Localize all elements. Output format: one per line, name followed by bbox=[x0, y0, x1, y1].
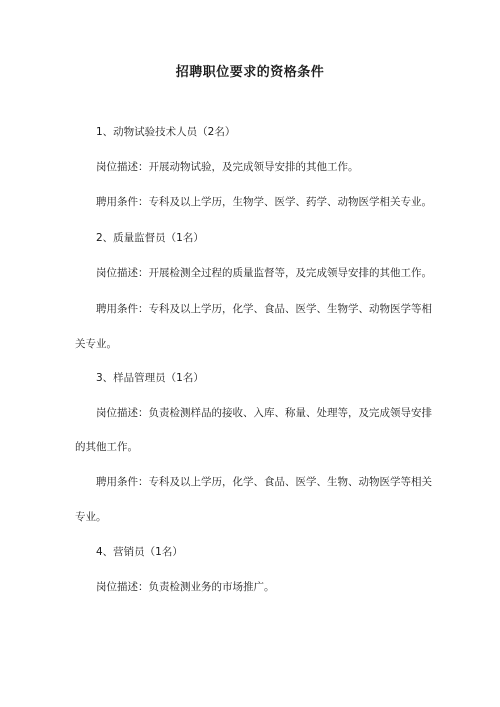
paragraph-line: 聘用条件：专科及以上学历，化学、食品、医学、生物学、动物医学等相 bbox=[96, 303, 432, 315]
paragraph-line: 聘用条件：专科及以上学历，生物学、医学、药学、动物医学相关专业。 bbox=[96, 196, 432, 208]
paragraph-line: 关专业。 bbox=[75, 338, 117, 350]
paragraph-line: 专业。 bbox=[75, 511, 107, 523]
paragraph-line: 岗位描述：开展检测全过程的质量监督等，及完成领导安排的其他工作。 bbox=[96, 267, 432, 279]
section-heading: 1、动物试验技术人员（2名） bbox=[96, 126, 236, 138]
section-heading: 4、营销员（1名） bbox=[96, 546, 183, 558]
paragraph-line: 岗位描述：开展动物试验，及完成领导安排的其他工作。 bbox=[96, 161, 359, 173]
paragraph-line: 的其他工作。 bbox=[75, 441, 138, 453]
section-heading: 3、样品管理员（1名） bbox=[96, 372, 204, 384]
paragraph-line: 聘用条件：专科及以上学历，化学、食品、医学、生物、动物医学等相关 bbox=[96, 476, 432, 488]
section-heading: 2、质量监督员（1名） bbox=[96, 232, 204, 244]
page-title: 招聘职位要求的资格条件 bbox=[175, 65, 325, 80]
paragraph-line: 岗位描述：负责检测样品的接收、入库、称量、处理等，及完成领导安排 bbox=[96, 407, 432, 419]
paragraph-line: 岗位描述：负责检测业务的市场推广。 bbox=[96, 581, 275, 593]
